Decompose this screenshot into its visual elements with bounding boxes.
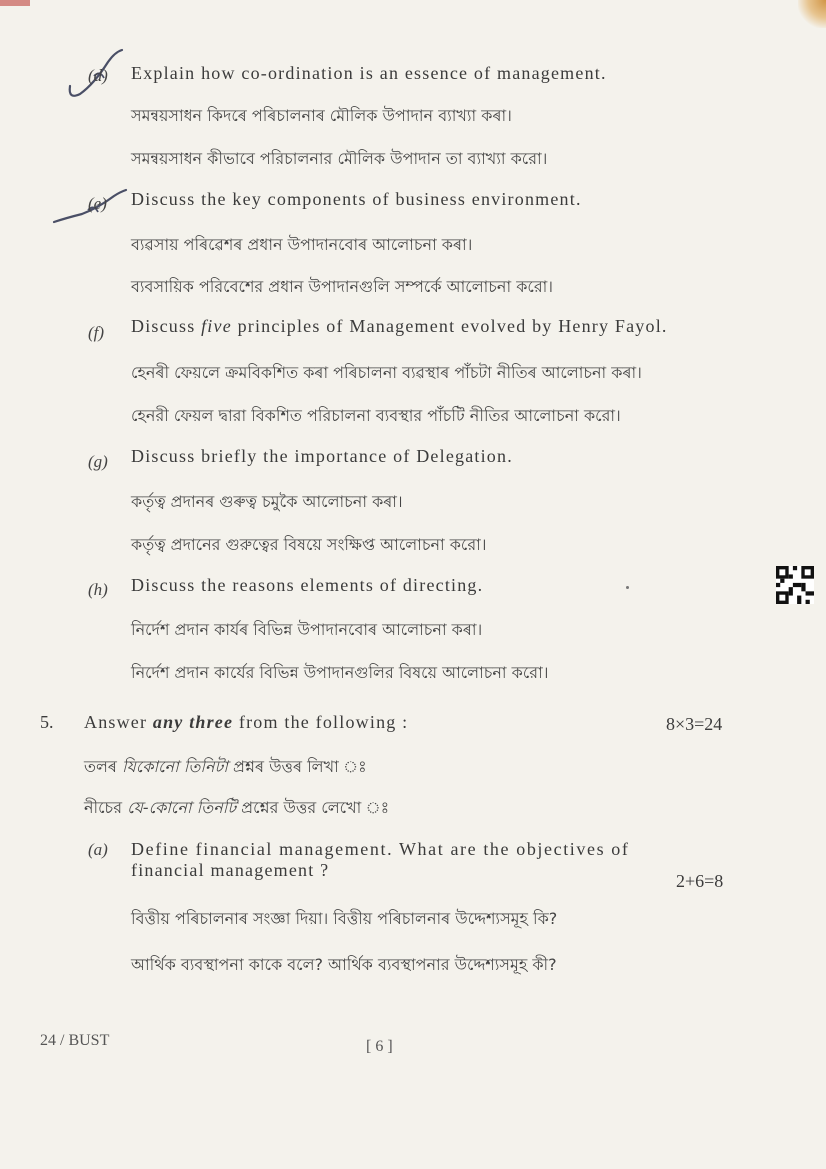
question-number: 5.	[40, 712, 54, 732]
question-text-en	[131, 316, 668, 337]
question-text-as: নিৰ্দেশ প্ৰদান কাৰ্যৰ বিভিন্ন উপাদানবোৰ আলোচনা কৰা।	[131, 620, 483, 639]
question-text-en-pre: Discuss	[131, 316, 202, 336]
question-text-bn: ব্যবসায়িক পরিবেশের প্রধান উপাদানগুলি সম্পর্কে আলোচনা করো।	[131, 277, 553, 296]
question-text-en: Discuss the key components of business environment.	[131, 189, 582, 209]
question-text-bn: হেনরী ফেয়ল দ্বারা বিকশিত পরিচালনা ব্যবস্থার পাঁচটি নীতির আলোচনা করো।	[131, 406, 621, 425]
instruction-as-emphasis: যিকোনো তিনিটা	[122, 757, 228, 776]
instruction-bn-post: প্রশ্নের উত্তর লেখো ঃ	[236, 798, 390, 817]
question-text-en: Define financial management. What are the objectives of	[131, 839, 630, 859]
question-text-en: Explain how co-ordination is an essence of management.	[131, 63, 607, 83]
instruction-as-pre: তলৰ	[84, 757, 123, 776]
instruction-bn-pre: নীচের	[84, 798, 128, 817]
question-label: (d)	[88, 66, 108, 85]
question-label: (f)	[88, 323, 105, 342]
instruction-pre: Answer	[84, 712, 153, 732]
question-text-en-post: principles of Management evolved by Henry Fayol.	[231, 316, 668, 336]
section-instruction-as	[84, 754, 367, 781]
question-text-bn: কর্তৃত্ব প্রদানের গুরুত্বের বিষয়ে সংক্ষিপ্ত আলোচনা করো।	[131, 535, 487, 554]
instruction-emphasis: any three	[152, 712, 234, 732]
question-label: (h)	[88, 580, 108, 599]
question-text-en: Discuss the reasons elements of directing.	[131, 575, 484, 595]
question-text-as: সমন্বয়সাধন কিদৰে পৰিচালনাৰ মৌলিক উপাদান ব্যাখ্যা কৰা।	[131, 106, 512, 125]
instruction-as-post: প্ৰশ্নৰ উত্তৰ লিখা ঃ	[227, 757, 367, 776]
paper-code: 24 / BUST	[40, 1032, 110, 1049]
question-text-bn: নির্দেশ প্রদান কার্যের বিভিন্ন উপাদানগুলির বিষয়ে আলোচনা করো।	[131, 663, 549, 682]
section-marks: 8×3=24	[666, 714, 723, 734]
question-text-bn: আর্থিক ব্যবস্থাপনা কাকে বলে? আর্থিক ব্যবস্থাপনার উদ্দেশ্যসমূহ কী?	[131, 955, 557, 974]
question-label: (e)	[88, 194, 107, 213]
question-label: (a)	[88, 840, 108, 859]
question-text-bn: সমন্বয়সাধন কীভাবে পরিচালনার মৌলিক উপাদান তা ব্যাখ্যা করো।	[131, 149, 548, 168]
emphasis-five: five	[201, 316, 232, 336]
qr-code-icon	[776, 566, 814, 604]
question-text-as: হেনৰী ফেয়লে ক্ৰমবিকশিত কৰা পৰিচালনা ব্যৱস্থাৰ পাঁচটা নীতিৰ আলোচনা কৰা।	[131, 363, 642, 382]
question-text-as: কৰ্তৃত্ব প্ৰদানৰ গুৰুত্ব চমুকৈ আলোচনা কৰা।	[131, 492, 403, 511]
question-marks: 2+6=8	[676, 871, 724, 891]
question-label: (g)	[88, 452, 108, 471]
page-number: [ 6 ]	[366, 1038, 393, 1055]
instruction-bn-emphasis: যে-কোনো তিনটি	[127, 798, 237, 817]
question-text-en-cont: financial management ?	[131, 860, 330, 880]
page-edge-mark	[0, 0, 30, 6]
section-instruction-en	[84, 712, 408, 733]
section-instruction-bn	[84, 795, 389, 822]
question-text-as: বিত্তীয় পৰিচালনাৰ সংজ্ঞা দিয়া। বিত্তীয় পৰিচালনাৰ উদ্দেশ্যসমূহ কি?	[131, 909, 558, 928]
speck	[626, 586, 629, 589]
instruction-post: from the following :	[233, 712, 409, 732]
question-text-as: ব্যৱসায় পৰিৱেশৰ প্ৰধান উপাদানবোৰ আলোচনা কৰা।	[131, 235, 473, 254]
question-text-en: Discuss briefly the importance of Delegation.	[131, 446, 513, 466]
page-corner-stain	[798, 0, 826, 28]
